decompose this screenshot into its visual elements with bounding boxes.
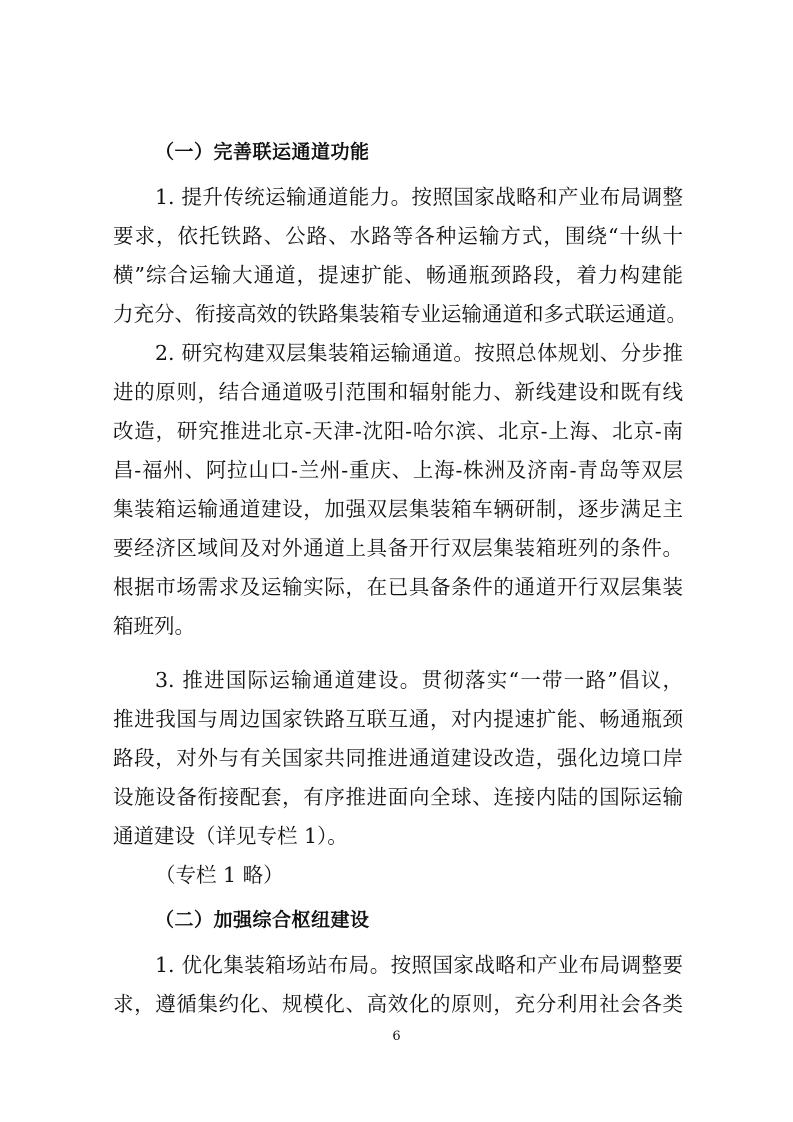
paragraph-line: 1. 提升传统运输通道能力。按照国家战略和产业布局调整 (155, 185, 683, 209)
paragraph-line: 求，遵循集约化、规模化、高效化的原则，充分利用社会各类 (113, 992, 683, 1016)
paragraph-line: 昌-福州、阿拉山口-兰州-重庆、上海-株洲及济南-青岛等双层 (113, 458, 683, 482)
paragraph-line: 根据市场需求及运输实际，在已具备条件的通道开行双层集装 (113, 575, 683, 599)
paragraph-line: 1. 优化集装箱场站布局。按照国家战略和产业布局调整要 (155, 953, 683, 977)
paragraph-line: 箱班列。 (113, 614, 195, 638)
paragraph-line: 横”综合运输大通道，提速扩能、畅通瓶颈路段，着力构建能 (113, 263, 683, 287)
column-note: （专栏 1 略） (155, 863, 284, 887)
page-number: 6 (392, 1029, 401, 1044)
paragraph-line: 设施设备衔接配套，有序推进面向全球、连接内陆的国际运输 (113, 785, 683, 809)
section-heading-2: （二）加强综合枢纽建设 (155, 909, 370, 931)
paragraph-line: 通道建设（详见专栏 1）。 (113, 824, 348, 848)
section-heading-1: （一）完善联运通道功能 (155, 141, 370, 163)
paragraph-line: 要经济区域间及对外通道上具备开行双层集装箱班列的条件。 (113, 536, 683, 560)
paragraph-line: 2. 研究构建双层集装箱运输通道。按照总体规划、分步推 (155, 341, 683, 365)
paragraph-line: 要求，依托铁路、公路、水路等各种运输方式，围绕“十纵十 (113, 224, 683, 248)
paragraph-line: 集装箱运输通道建设，加强双层集装箱车辆研制，逐步满足主 (113, 497, 683, 521)
paragraph-line: 进的原则，结合通道吸引范围和辐射能力、新线建设和既有线 (113, 380, 683, 404)
paragraph-line: 推进我国与周边国家铁路互联互通，对内提速扩能、畅通瓶颈 (113, 707, 683, 731)
paragraph-line: 改造，研究推进北京-天津-沈阳-哈尔滨、北京-上海、北京-南 (113, 419, 683, 443)
paragraph-line: 力充分、衔接高效的铁路集装箱专业运输通道和多式联运通道。 (113, 302, 687, 326)
paragraph-line: 3. 推进国际运输通道建设。贯彻落实“一带一路”倡议， (155, 668, 683, 692)
paragraph-line: 路段，对外与有关国家共同推进通道建设改造，强化边境口岸 (113, 746, 683, 770)
